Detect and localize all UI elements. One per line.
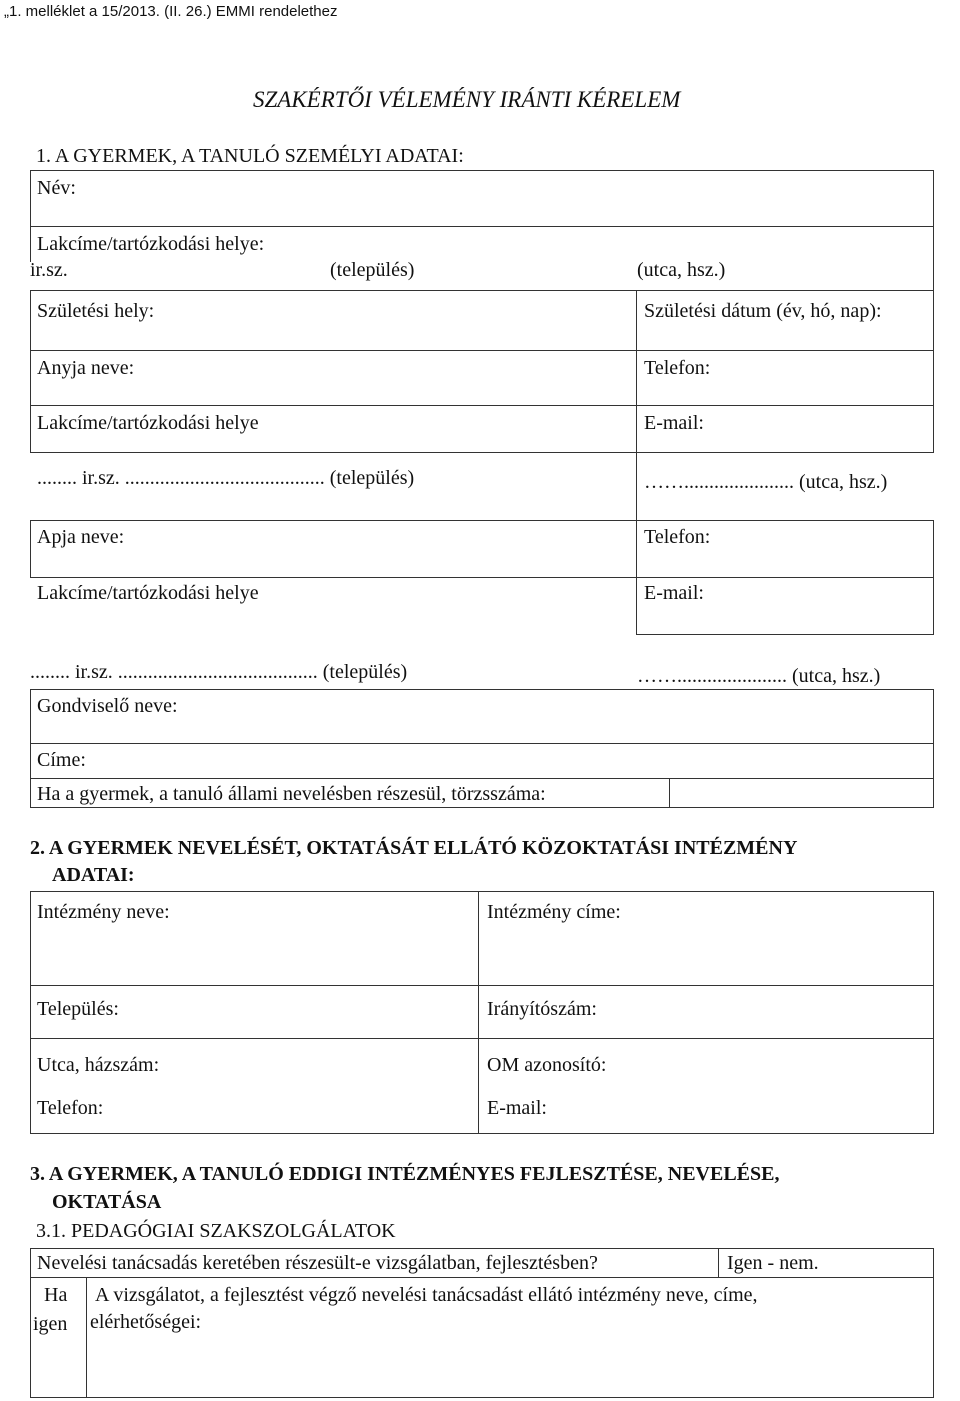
section3-heading-cont: OKTATÁSA <box>52 1191 162 1213</box>
institution-email-field[interactable]: E-mail: <box>487 1097 547 1119</box>
if-yes-label-cont: igen <box>33 1313 68 1335</box>
section1-heading: 1. A GYERMEK, A TANULÓ SZEMÉLYI ADATAI: <box>36 145 464 167</box>
mother-email-field[interactable]: E-mail: <box>644 412 704 434</box>
mother-zip-line[interactable]: ........ ir.sz. ........................................ (település) <box>37 467 415 489</box>
institution-settlement-field[interactable]: Település: <box>37 998 119 1020</box>
address-street[interactable]: (utca, hsz.) <box>637 259 726 281</box>
birthdate-field[interactable]: Születési dátum (év, hó, nap): <box>644 300 882 322</box>
institution-street-field[interactable]: Utca, házszám: <box>37 1054 160 1076</box>
guardian-name-field[interactable]: Gondviselő neve: <box>37 695 178 717</box>
institution-address-field[interactable]: Intézmény címe: <box>487 901 621 923</box>
address-settlement[interactable]: (település) <box>330 259 415 281</box>
mother-address-label: Lakcíme/tartózkodási helye <box>37 412 259 434</box>
header-note: „1. melléklet a 15/2013. (II. 26.) EMMI rendelethez <box>4 3 338 20</box>
address-label: Lakcíme/tartózkodási helye: <box>37 233 265 255</box>
institution-details-label-cont: elérhetőségei: <box>90 1311 202 1333</box>
state-care-label: Ha a gyermek, a tanuló állami nevelésben részesül, törzsszáma: <box>37 783 546 805</box>
counseling-question: Nevelési tanácsadás keretében részesült-e vizsgálatban, fejlesztésben? <box>37 1252 598 1274</box>
address-zip[interactable]: ir.sz. <box>30 259 68 281</box>
father-name-field[interactable]: Apja neve: <box>37 526 125 548</box>
birthplace-field[interactable]: Születési hely: <box>37 300 155 322</box>
mother-name-field[interactable]: Anyja neve: <box>37 357 135 379</box>
father-phone-field[interactable]: Telefon: <box>644 526 711 548</box>
section3-heading: 3. A GYERMEK, A TANULÓ EDDIGI INTÉZMÉNYES FEJLESZTÉSE, NEVELÉSE, <box>30 1163 780 1185</box>
institution-zip-field[interactable]: Irányítószám: <box>487 998 597 1020</box>
father-email-field[interactable]: E-mail: <box>644 582 704 604</box>
institution-table <box>30 891 934 1134</box>
s1-top-line <box>30 170 934 171</box>
father-street-line[interactable]: ……...................... (utca, hsz.) <box>637 665 881 687</box>
institution-details-input[interactable] <box>88 1338 932 1396</box>
section2-heading: 2. A GYERMEK NEVELÉSÉT, OKTATÁSÁT ELLÁTÓ KÖZOKTATÁSI INTÉZMÉNY <box>30 837 798 859</box>
if-yes-label: Ha <box>44 1284 68 1306</box>
guardian-address-field[interactable]: Címe: <box>37 749 86 771</box>
institution-phone-field[interactable]: Telefon: <box>37 1097 104 1119</box>
name-field[interactable]: Név: <box>37 177 76 199</box>
section2-heading-cont: ADATAI: <box>52 864 135 886</box>
mother-phone-field[interactable]: Telefon: <box>644 357 711 379</box>
section3-subheading: 3.1. PEDAGÓGIAI SZAKSZOLGÁLATOK <box>36 1220 396 1242</box>
state-care-number-input[interactable] <box>671 780 932 806</box>
institution-om-field[interactable]: OM azonosító: <box>487 1054 607 1076</box>
counseling-answer[interactable]: Igen - nem. <box>727 1252 819 1274</box>
mother-street-line[interactable]: ……...................... (utca, hsz.) <box>644 471 888 493</box>
institution-details-label: A vizsgálatot, a fejlesztést végző nevelési tanácsadást ellátó intézmény neve, címe, <box>95 1284 758 1306</box>
page-title: SZAKÉRTŐI VÉLEMÉNY IRÁNTI KÉRELEM <box>253 87 681 112</box>
father-address-label: Lakcíme/tartózkodási helye <box>37 582 259 604</box>
institution-name-field[interactable]: Intézmény neve: <box>37 901 170 923</box>
father-zip-line[interactable]: ........ ir.sz. ........................................ (település) <box>30 661 408 683</box>
